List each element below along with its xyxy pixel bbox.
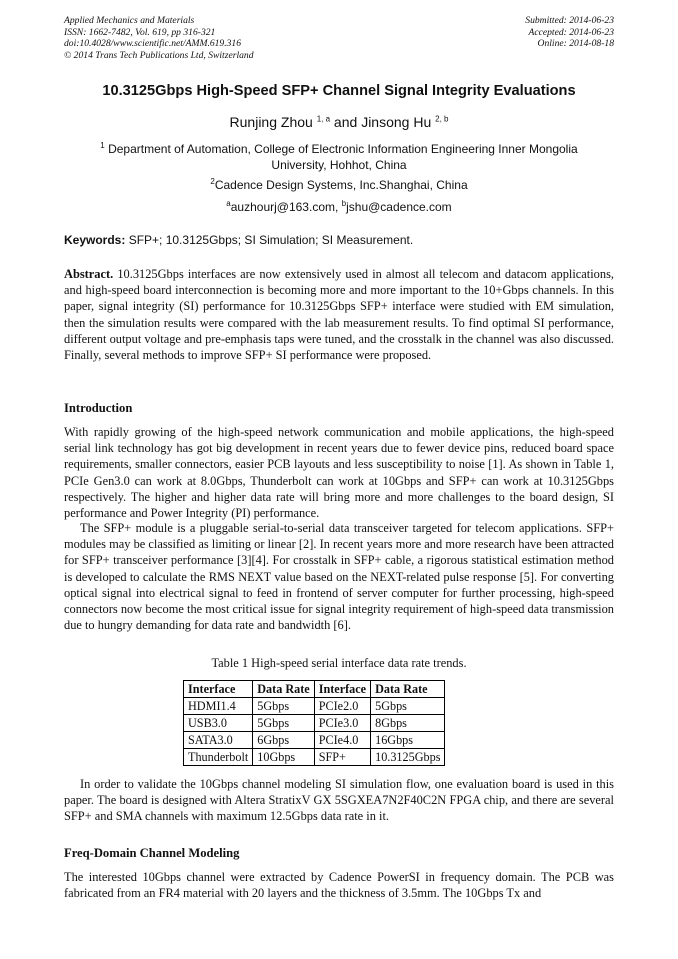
table-cell: PCIe4.0 xyxy=(314,732,370,749)
table-cell: SATA3.0 xyxy=(184,732,253,749)
abstract xyxy=(64,266,614,363)
affiliation-2-sup: 2 xyxy=(210,177,215,186)
paper-title: 10.3125Gbps High-Speed SFP+ Channel Signal Integrity Evaluations xyxy=(102,83,576,99)
affiliation-1-sup: 1 xyxy=(100,141,105,150)
freq-domain-paragraph-1: The interested 10Gbps channel were extracted by Cadence PowerSI in frequency domain. The PCB was fabricated from an FR4 material with 20 layers and the thickness of 3.5mm. The 10Gbps Tx and xyxy=(64,870,614,901)
keywords-text: SFP+; 10.3125Gbps; SI Simulation; SI Measurement. xyxy=(125,233,414,247)
journal-header-left xyxy=(64,15,254,61)
online-date: Online: 2014-08-18 xyxy=(537,38,614,49)
keywords-label: Keywords: xyxy=(64,233,126,247)
accepted-date: Accepted: 2014-06-23 xyxy=(528,26,614,38)
table-cell: 16Gbps xyxy=(371,732,445,749)
table-header-cell: Interface xyxy=(314,681,370,698)
table-cell: 5Gbps xyxy=(371,698,445,715)
table-cell: 8Gbps xyxy=(371,715,445,732)
journal-name: Applied Mechanics and Materials xyxy=(64,15,195,26)
submitted-date: Submitted: 2014-06-23 xyxy=(525,15,614,26)
table-row xyxy=(184,698,445,715)
table-row xyxy=(184,715,445,732)
abstract-text: 10.3125Gbps interfaces are now extensively used in almost all telecom and datacom applications, and high-speed board interconnection is becoming more and more important to the 10+Gbps channels. In this paper, signal integrity (SI) performance for 10.3125Gbps SFP+ interface were studied with EM simulation, then the simulation results were compared with the lab measurement results. To find optimal SI performance, different output voltage and pre-emphasis taps were tuned, and the crosstalk in the channel was also discussed. Finally, several methods to improve SFP+ SI performance were proposed. xyxy=(64,267,614,363)
journal-header-right xyxy=(525,15,614,50)
table-cell: PCIe2.0 xyxy=(314,698,370,715)
abstract-label: Abstract. xyxy=(64,267,114,281)
table-cell: 5Gbps xyxy=(253,715,314,732)
table-header-cell: Data Rate xyxy=(253,681,314,698)
table-row xyxy=(184,732,445,749)
table-1-caption: Table 1 High-speed serial interface data rate trends. xyxy=(211,656,467,670)
table-cell: 10.3125Gbps xyxy=(371,749,445,766)
issn-line: ISSN: 1662-7482, Vol. 619, pp 316-321 xyxy=(64,26,216,38)
data-rate-table xyxy=(183,680,445,766)
table-cell: SFP+ xyxy=(314,749,370,766)
author-1-sup: 1, a xyxy=(316,114,331,124)
author-2: Jinsong Hu xyxy=(361,114,432,130)
author-conjunction: and xyxy=(330,114,362,130)
author-line xyxy=(0,114,678,130)
table-row xyxy=(184,749,445,766)
table-cell: PCIe3.0 xyxy=(314,715,370,732)
table-cell: 6Gbps xyxy=(253,732,314,749)
table-header-cell: Data Rate xyxy=(371,681,445,698)
email-a-sup: a xyxy=(226,199,231,208)
email-b-sup: b xyxy=(341,199,347,208)
author-emails xyxy=(80,196,598,215)
introduction-paragraph-3: In order to validate the 10Gbps channel modeling SI simulation flow, one evaluation board is used in this paper. The board is designed with Altera StratixV GX 5SGXEA7N2F40C2N FPGA chip, and there are several SFP+ and SMA channels with maximum 12.5Gbps data rate in it. xyxy=(64,777,614,824)
introduction-paragraph-1: With rapidly growing of the high-speed network communication and mobile applications, the high-speed serial link technology has got big development in recent years due to fewer device pins, reduced board space requirements, smaller connectors, easier PCB layouts and less susceptibility to noise [1]. As shown in Table 1, PCIe Gen3.0 can work at 8.0Gbps, Thunderbolt can work at 10Gbps and SFP+ can work at 10.3125Gbps respectively. The higher and higher data rate will bring more and more challenges to the board design, SI performance and Power Integrity (PI) performance. xyxy=(64,425,614,521)
table-cell: HDMI1.4 xyxy=(184,698,253,715)
keywords xyxy=(64,233,624,247)
affiliation-1-text: Department of Automation, College of Electronic Information Engineering Inner Mongolia University, Hohhot, China xyxy=(104,142,578,172)
table-cell: Thunderbolt xyxy=(184,749,253,766)
table-cell: USB3.0 xyxy=(184,715,253,732)
table-header-cell: Interface xyxy=(184,681,253,698)
email-b: jshu@cadence.com xyxy=(346,200,452,214)
affiliation-2-text: Cadence Design Systems, Inc.Shanghai, China xyxy=(214,178,468,192)
table-cell: 10Gbps xyxy=(253,749,314,766)
author-1: Runjing Zhou xyxy=(229,114,313,130)
affiliation-2 xyxy=(80,174,598,193)
copyright-line: © 2014 Trans Tech Publications Ltd, Switzerland xyxy=(64,49,254,61)
author-2-sup: 2, b xyxy=(435,114,449,124)
introduction-heading: Introduction xyxy=(64,401,133,415)
doi-line: doi:10.4028/www.scientific.net/AMM.619.316 xyxy=(64,38,242,49)
freq-domain-heading: Freq-Domain Channel Modeling xyxy=(64,846,240,860)
introduction-paragraph-2: The SFP+ module is a pluggable serial-to-serial data transceiver targeted for telecom applications. SFP+ modules may be classified as limiting or linear [2]. In recent years more and more research have been attracted for SFP+ transceiver performance [3][4]. For crosstalk in SFP+ cable, a rigorous statistical estimation method is developed to calculate the RMS NEXT value based on the NEXT-related pulse response [5]. For converting optical signal into electrical signal to feed in frontend of server computer for further processing, high-speed connectors now become the most critical issue for signal integrity requirement of high-speed data transmission due to hungry demanding for data rate and bandwidth [6]. xyxy=(64,521,614,633)
table-cell: 5Gbps xyxy=(253,698,314,715)
affiliation-1 xyxy=(80,138,598,173)
email-a: auzhourj@163.com, xyxy=(230,200,342,214)
table-header-row xyxy=(184,681,445,698)
